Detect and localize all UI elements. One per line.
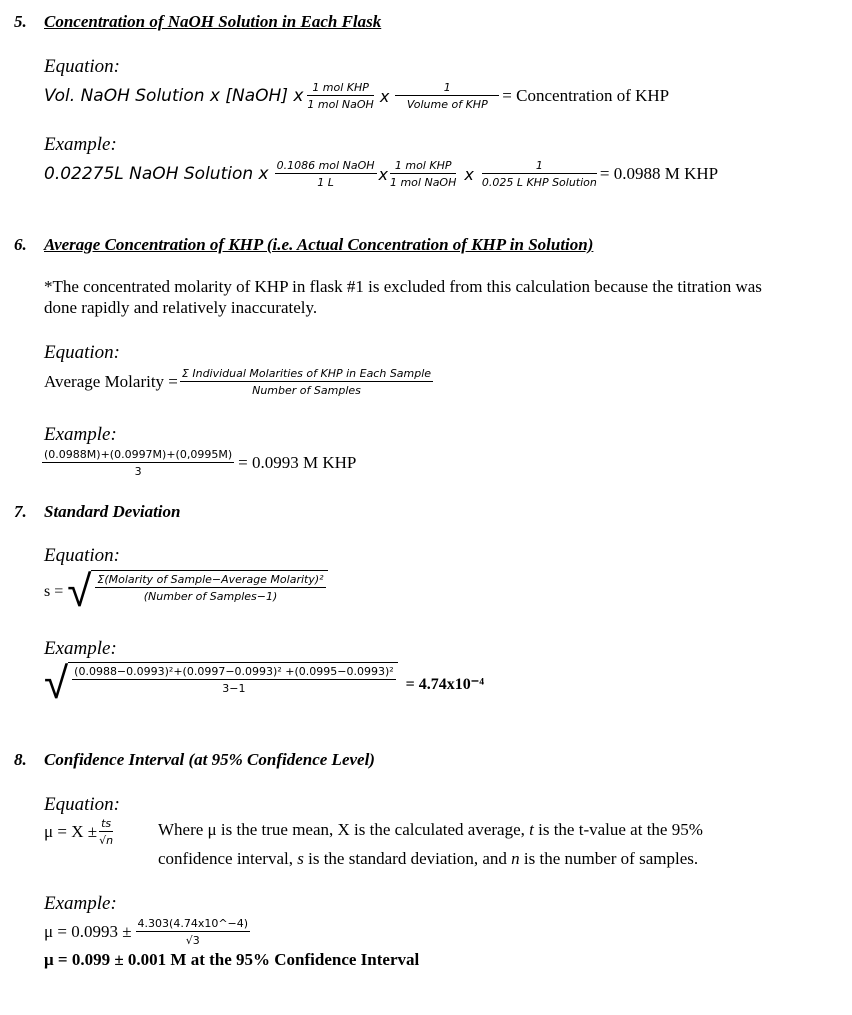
section-8-title: Confidence Interval (at 95% Confidence Level) xyxy=(44,750,375,769)
fraction-denominator: 1 mol NaOH xyxy=(389,176,457,189)
description-text: Where μ is the true mean, X is the calculated average, xyxy=(158,820,530,839)
equation-fraction xyxy=(99,817,113,847)
section-7-number: 7. xyxy=(14,502,27,521)
equation-lead: s = xyxy=(44,583,64,600)
example-lead: 0.02275L NaOH Solution x xyxy=(44,164,269,184)
section-8-number: 8. xyxy=(14,750,27,769)
section-5-example xyxy=(44,153,718,195)
section-8-equation-label: Equation: xyxy=(44,794,120,815)
equation-fraction xyxy=(395,81,499,111)
fraction-numerator: 1 mol KHP xyxy=(390,159,456,174)
section-7-equation-label: Equation: xyxy=(44,545,120,566)
equation-lead: μ = X ± xyxy=(44,822,98,841)
fraction-numerator: 1 xyxy=(482,159,597,174)
section-6-note-line-1: *The concentrated molarity of KHP in flask #1 is excluded from this calculation because the titration was xyxy=(44,277,762,296)
fraction-denominator: 3−1 xyxy=(222,682,246,695)
section-8-example xyxy=(44,914,250,950)
example-fraction xyxy=(42,448,234,478)
section-6-equation-label: Equation: xyxy=(44,342,120,363)
equation-fraction xyxy=(307,81,373,111)
fraction-denominator: √3 xyxy=(185,934,200,947)
fraction-denominator: √n xyxy=(99,834,114,847)
fraction-numerator: 0.1086 mol NaOH xyxy=(276,159,375,172)
section-8-equation xyxy=(44,814,113,850)
fraction-numerator: Σ(Molarity of Sample−Average Molarity)² xyxy=(97,573,324,586)
description-variable: n xyxy=(511,849,520,868)
fraction-numerator: Σ Individual Molarities of KHP in Each Sample xyxy=(181,367,432,380)
section-8-example-label: Example: xyxy=(44,893,117,914)
example-fraction xyxy=(275,159,377,189)
fraction-denominator: 1 mol NaOH xyxy=(307,98,374,111)
section-7-example-label: Example: xyxy=(44,638,117,659)
fraction-denominator: 0.025 L KHP Solution xyxy=(481,176,597,189)
description-text: is the standard deviation, and xyxy=(303,849,512,868)
example-result: = 4.74x10⁻⁴ xyxy=(405,676,485,693)
example-fraction xyxy=(390,159,456,189)
fraction-numerator: 1 xyxy=(395,81,499,96)
fraction-numerator: 1 mol KHP xyxy=(307,81,373,96)
fraction-denominator: (Number of Samples−1) xyxy=(143,590,278,603)
fraction-numerator: 4.303(4.74x10^−4) xyxy=(137,917,249,930)
equation-lead: Average Molarity = xyxy=(44,372,178,391)
example-lead: μ = 0.0993 ± xyxy=(44,922,132,941)
section-8-final-result: μ = 0.099 ± 0.001 M at the 95% Confidence Interval xyxy=(44,950,420,969)
description-variable: t xyxy=(529,820,534,839)
equation-fraction xyxy=(91,570,327,614)
fraction-denominator: Number of Samples xyxy=(252,384,361,397)
times-sign: x xyxy=(378,164,388,184)
square-root xyxy=(44,658,398,709)
radical-icon: √ xyxy=(44,658,69,709)
example-result: = 0.0993 M KHP xyxy=(238,453,357,472)
section-6-note-line-2: done rapidly and relatively inaccurately. xyxy=(44,298,318,317)
description-text: is the t-value at the 95% xyxy=(533,820,703,839)
section-7-example xyxy=(44,660,484,708)
description-text: is the number of samples. xyxy=(519,849,699,868)
example-fraction xyxy=(68,662,398,706)
equation-fraction xyxy=(180,367,433,397)
section-6-number: 6. xyxy=(14,235,27,254)
description-text: confidence interval, xyxy=(158,849,298,868)
section-6-equation xyxy=(44,361,433,403)
radical-icon: √ xyxy=(67,566,92,617)
equation-lead: Vol. NaOH Solution x [NaOH] x xyxy=(44,86,304,106)
fraction-numerator: (0.0988M)+(0.0997M)+(0,0995M) xyxy=(44,448,233,461)
section-5-equation-label: Equation: xyxy=(44,56,120,77)
fraction-denominator: Volume of KHP xyxy=(406,98,488,111)
equation-result: = Concentration of KHP xyxy=(502,86,670,105)
example-result: = 0.0988 M KHP xyxy=(599,164,719,183)
fraction-numerator: ts xyxy=(101,817,112,830)
fraction-denominator: 1 L xyxy=(317,176,334,189)
fraction-denominator: 3 xyxy=(134,465,142,478)
fraction-numerator: (0.0988−0.0993)²+(0.0997−0.0993)² +(0.0995−0.0993)² xyxy=(74,665,394,678)
example-fraction xyxy=(136,917,251,947)
section-8-description-line-1 xyxy=(158,820,703,840)
section-6-example-label: Example: xyxy=(44,424,117,445)
section-6-title: Average Concentration of KHP (i.e. Actual Concentration of KHP in Solution) xyxy=(44,235,594,254)
section-5-equation xyxy=(44,76,669,116)
section-5-title: Concentration of NaOH Solution in Each Flask xyxy=(44,12,382,31)
description-variable: s xyxy=(297,849,304,868)
section-5-example-label: Example: xyxy=(44,134,117,155)
section-8-description-line-2 xyxy=(158,849,698,869)
example-fraction xyxy=(482,159,597,189)
section-7-title: Standard Deviation xyxy=(44,502,181,521)
section-5-number: 5. xyxy=(14,12,27,31)
square-root xyxy=(67,566,327,617)
section-7-equation xyxy=(44,568,328,616)
times-sign: x xyxy=(379,86,390,106)
times-sign: x xyxy=(464,164,474,184)
section-6-example xyxy=(42,443,356,483)
